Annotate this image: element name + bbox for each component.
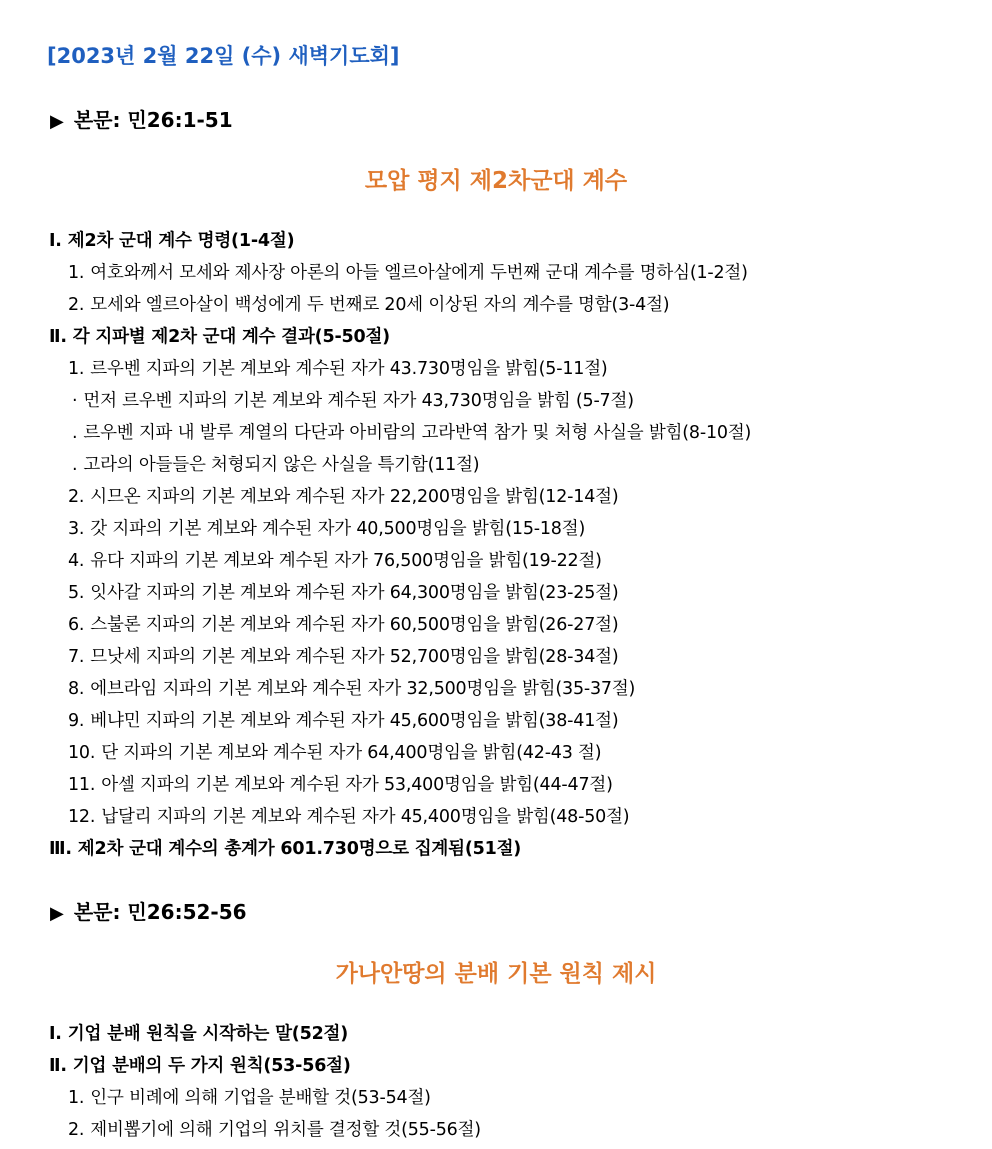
item-number: 9. [68,711,85,731]
passage-label: 본문: 민26:1-51 [73,108,233,132]
heading-text: 제2차 군대 계수의 총계가 601.730명으로 집계됨(51절) [77,839,522,859]
section-title-2: 가나안땅의 분배 기본 원칙 제시 [335,961,657,987]
item-number: 3. [68,519,85,539]
heading-text: 기업 분배 원칙을 시작하는 말(52절) [67,1024,349,1044]
item-text: 잇사갈 지파의 기본 계보와 계수된 자가 64,300명임을 밝힘(23-25절) [90,583,619,603]
item-number: 2. [68,487,85,507]
outline-heading-5 [49,1055,351,1077]
item-number: 11. [68,775,96,795]
outline-item [68,518,585,540]
bullet-mark: · [72,391,78,411]
subitem-text: 먼저 르우벤 지파의 기본 계보와 계수된 자가 43,730명임을 밝힘 (5-7절) [83,391,634,411]
item-number: 7. [68,647,85,667]
item-number: 4. [68,551,85,571]
item-text: 르우벤 지파의 기본 계보와 계수된 자가 43.730명임을 밝힘(5-11절) [90,359,608,379]
outline-item [68,582,618,604]
roman-numeral: Ⅰ. [49,1024,62,1044]
outline-heading-4 [49,1023,348,1045]
item-number: 12. [68,807,96,827]
service-header: [2023년 2월 22일 (수) 새벽기도회] [47,44,400,68]
outline-item [68,646,618,668]
subitem-text: 르우벤 지파 내 발루 계열의 다단과 아비람의 고라반역 참가 및 처형 사실을 밝힘(8-10절) [83,423,752,443]
heading-text: 각 지파별 제2차 군대 계수 결과(5-50절) [72,327,390,347]
outline-heading-3 [49,838,521,860]
triangle-marker-icon: ▶ [50,111,64,132]
passage-reference-2 [50,896,247,925]
outline-item [68,774,613,796]
item-text: 제비뽑기에 의해 기업의 위치를 결정할 것(55-56절) [90,1120,481,1140]
roman-numeral: Ⅰ. [49,231,62,251]
item-text: 시므온 지파의 기본 계보와 계수된 자가 22,200명임을 밝힘(12-14절) [90,487,619,507]
outline-item [68,262,748,284]
item-text: 여호와께서 모세와 제사장 아론의 아들 엘르아살에게 두번째 군대 계수를 명하심(1-2절) [90,263,748,283]
outline-item [68,294,669,316]
outline-item [68,486,618,508]
triangle-marker-icon: ▶ [50,903,64,924]
outline-item [68,358,608,380]
item-text: 아셀 지파의 기본 계보와 계수된 자가 53,400명임을 밝힘(44-47절) [101,775,613,795]
item-number: 10. [68,743,96,763]
roman-numeral: Ⅲ. [49,839,72,859]
item-number: 6. [68,615,85,635]
outline-item [68,614,618,636]
item-text: 모세와 엘르아살이 백성에게 두 번째로 20세 이상된 자의 계수를 명함(3-4절) [90,295,670,315]
outline-heading-2 [49,326,390,348]
item-text: 인구 비례에 의해 기업을 분배할 것(53-54절) [90,1088,431,1108]
roman-numeral: Ⅱ. [49,327,67,347]
item-text: 단 지파의 기본 계보와 계수된 자가 64,400명임을 밝힘(42-43 절) [101,743,602,763]
passage-reference-1 [50,104,233,133]
item-number: 8. [68,679,85,699]
item-text: 스불론 지파의 기본 계보와 계수된 자가 60,500명임을 밝힘(26-27절) [90,615,619,635]
outline-subitem [72,390,634,412]
outline-item [68,806,629,828]
outline-item [68,1119,481,1141]
item-number: 1. [68,263,85,283]
passage-label: 본문: 민26:52-56 [73,900,247,924]
outline-item [68,1087,431,1109]
item-number: 1. [68,1088,85,1108]
outline-item [68,742,601,764]
item-text: 베냐민 지파의 기본 계보와 계수된 자가 45,600명임을 밝힘(38-41절) [90,711,619,731]
roman-numeral: Ⅱ. [49,1056,67,1076]
item-number: 1. [68,359,85,379]
outline-subitem [72,454,479,476]
item-text: 납달리 지파의 기본 계보와 계수된 자가 45,400명임을 밝힘(48-50절) [101,807,630,827]
bullet-mark: . [72,423,78,443]
section-title-1: 모압 평지 제2차군대 계수 [364,168,628,194]
heading-text: 기업 분배의 두 가지 원칙(53-56절) [72,1056,351,1076]
outline-heading-1 [49,230,294,252]
item-text: 에브라임 지파의 기본 계보와 계수된 자가 32,500명임을 밝힘(35-37절) [90,679,636,699]
item-text: 므낫세 지파의 기본 계보와 계수된 자가 52,700명임을 밝힘(28-34절) [90,647,619,667]
item-text: 갓 지파의 기본 계보와 계수된 자가 40,500명임을 밝힘(15-18절) [90,519,586,539]
outline-subitem [72,422,751,444]
heading-text: 제2차 군대 계수 명령(1-4절) [67,231,295,251]
outline-item [68,710,618,732]
subitem-text: 고라의 아들들은 처형되지 않은 사실을 특기함(11절) [83,455,480,475]
item-number: 5. [68,583,85,603]
item-number: 2. [68,295,85,315]
outline-item [68,550,602,572]
item-text: 유다 지파의 기본 계보와 계수된 자가 76,500명임을 밝힘(19-22절) [90,551,602,571]
item-number: 2. [68,1120,85,1140]
bullet-mark: . [72,455,78,475]
outline-item [68,678,635,700]
